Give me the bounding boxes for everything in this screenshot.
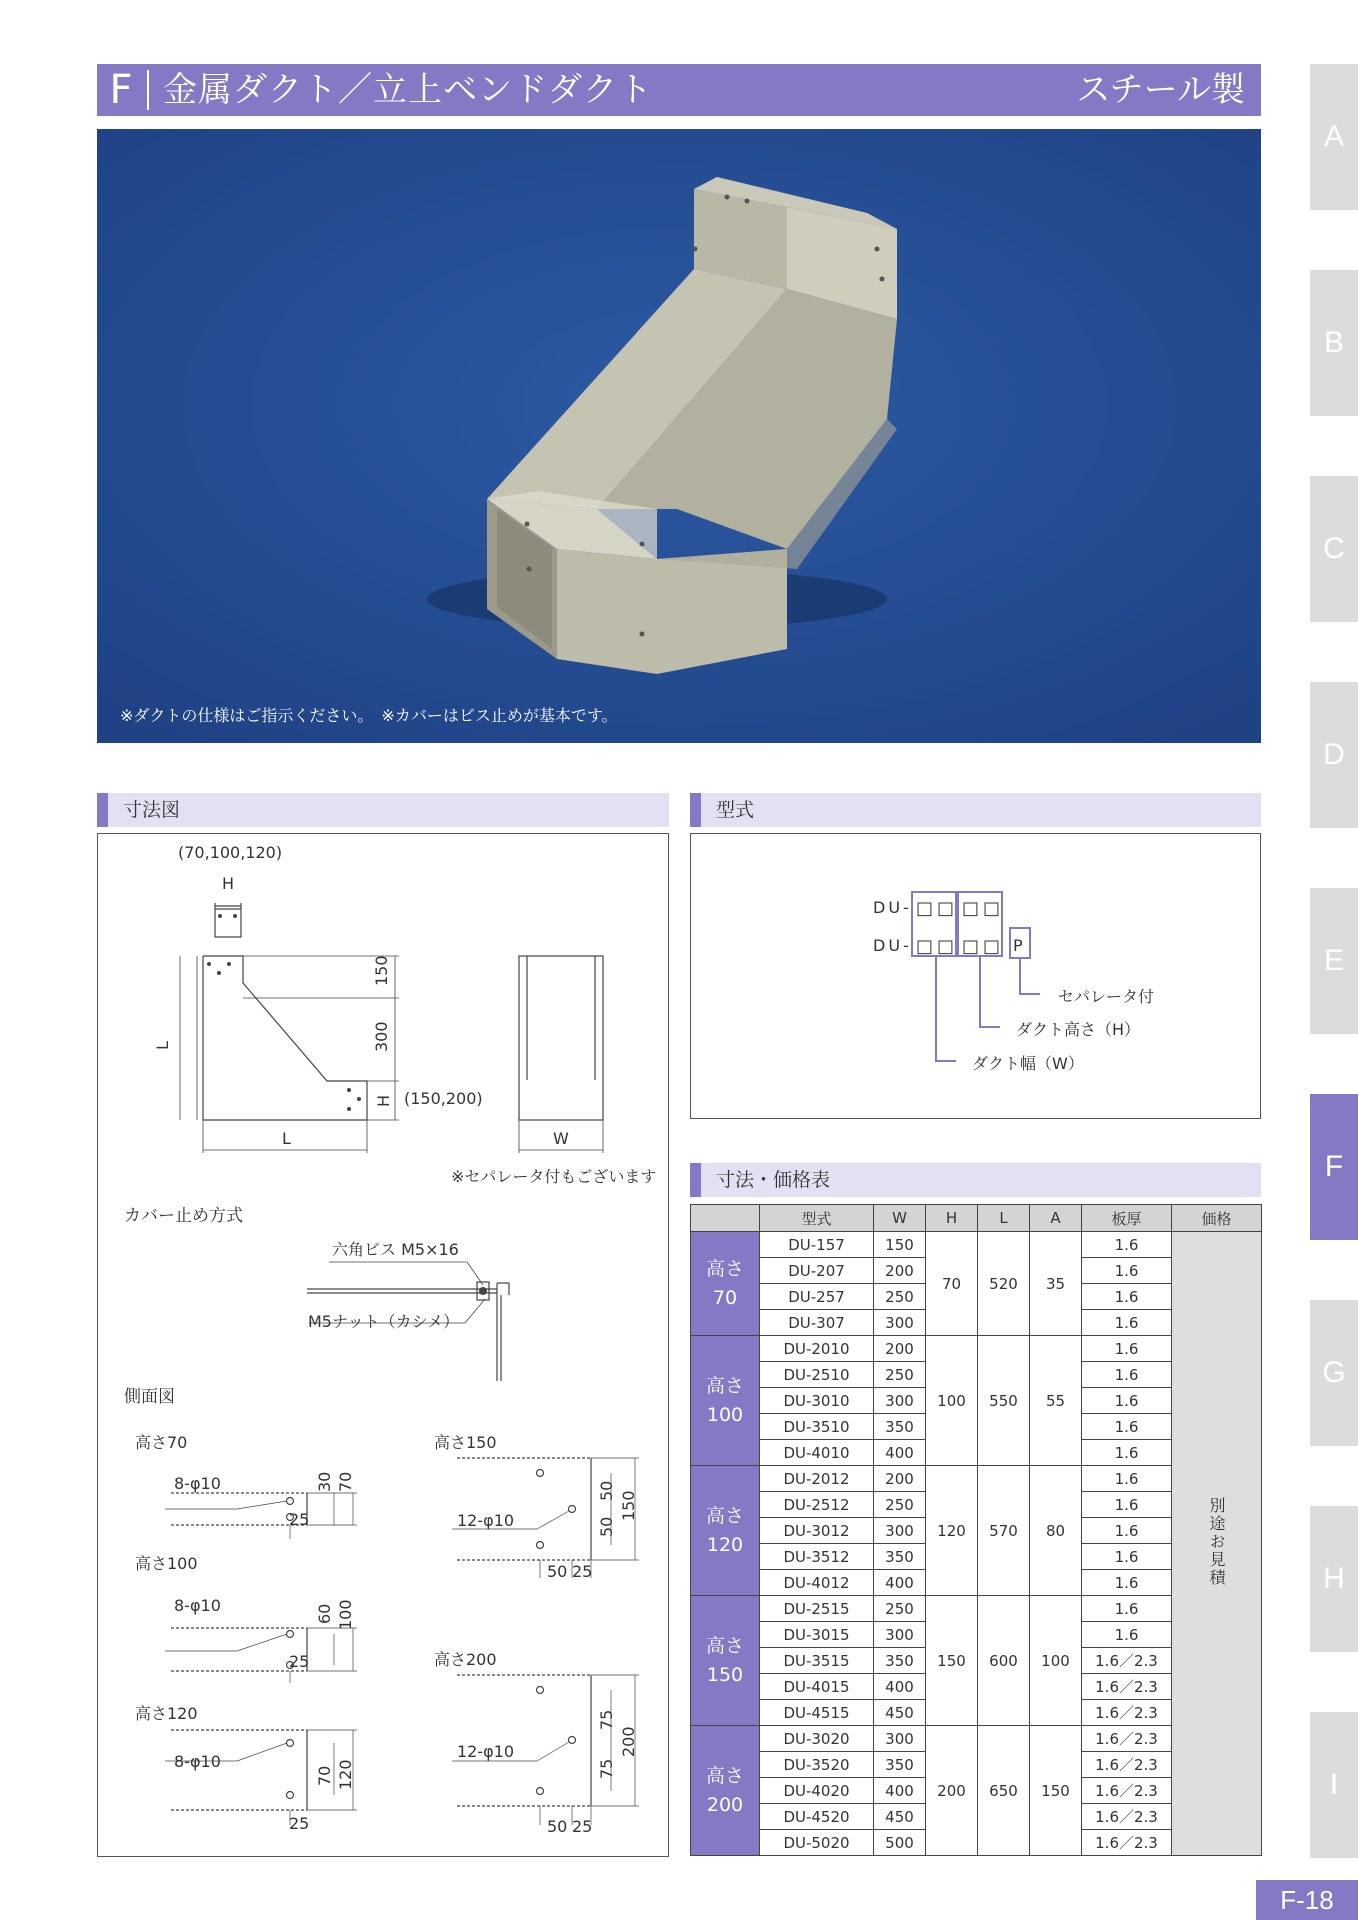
height-group-label-text: 高さ: [705, 1257, 744, 1280]
photo-note: ※ダクトの仕様はご指示ください。 ※カバーはビス止めが基本です。: [120, 706, 618, 725]
a-cell: 35: [1030, 1232, 1082, 1336]
model-cell: DU-2512: [760, 1492, 874, 1518]
column-header: A: [1030, 1205, 1082, 1232]
model-code-diagram: [690, 833, 1261, 1119]
a-cell: 150: [1030, 1726, 1082, 1856]
thickness-cell: 1.6: [1082, 1596, 1172, 1622]
h-cell: 200: [926, 1726, 978, 1856]
l-bottom-label: L: [282, 1129, 291, 1148]
tab-g[interactable]: G: [1310, 1300, 1358, 1446]
l-cell: 570: [978, 1466, 1030, 1596]
width-cell: 450: [874, 1700, 926, 1726]
thickness-cell: 1.6: [1082, 1570, 1172, 1596]
height-group-label-value: 100: [706, 1403, 744, 1426]
width-cell: 450: [874, 1804, 926, 1830]
model-cell: DU-4520: [760, 1804, 874, 1830]
width-cell: 250: [874, 1492, 926, 1518]
side-view-title: 側面図: [124, 1387, 175, 1407]
l-cell: 550: [978, 1336, 1030, 1466]
model-cell: DU-2510: [760, 1362, 874, 1388]
tab-f[interactable]: F: [1310, 1094, 1358, 1240]
tab-h[interactable]: H: [1310, 1506, 1358, 1652]
w-label: W: [553, 1129, 569, 1148]
section-bar: [690, 1163, 701, 1197]
product-photo: [97, 129, 1261, 743]
model-box-8: □: [983, 936, 1001, 957]
section-price-header: [690, 1163, 1261, 1197]
height-group-label: [691, 1726, 760, 1856]
thickness-cell: 1.6: [1082, 1310, 1172, 1336]
model-cell: DU-4020: [760, 1778, 874, 1804]
thickness-cell: 1.6／2.3: [1082, 1648, 1172, 1674]
side-view-h150-holes: 12-φ10: [457, 1511, 515, 1530]
width-cell: 400: [874, 1440, 926, 1466]
model-cell: DU-3515: [760, 1648, 874, 1674]
side-view-h150-title: 高さ150: [434, 1433, 497, 1452]
model-cell: DU-307: [760, 1310, 874, 1336]
a-cell: 100: [1030, 1596, 1082, 1726]
dim-300: 300: [372, 1021, 391, 1052]
price-cell: [1172, 1232, 1262, 1856]
model-cell: DU-5020: [760, 1830, 874, 1856]
height-group-label-text: 高さ: [705, 1374, 744, 1397]
model-box-6: □: [937, 936, 955, 957]
height-group-label: [691, 1232, 760, 1336]
model-box-4: □: [983, 898, 1001, 919]
thickness-cell: 1.6: [1082, 1622, 1172, 1648]
side-view-h200-d1b: 75: [597, 1758, 616, 1779]
side-view-h70-title: 高さ70: [135, 1433, 188, 1452]
model-box-1: □: [916, 898, 934, 919]
thickness-cell: 1.6／2.3: [1082, 1752, 1172, 1778]
table-header-row: [691, 1205, 1262, 1232]
thickness-cell: 1.6: [1082, 1232, 1172, 1258]
l-cell: 650: [978, 1726, 1030, 1856]
height-group-label-value: 120: [706, 1533, 744, 1556]
l-cell: 600: [978, 1596, 1030, 1726]
column-header: 型式: [760, 1205, 874, 1232]
width-cell: 350: [874, 1648, 926, 1674]
section-bar: [97, 793, 108, 827]
price-table: [690, 1204, 1262, 1856]
height-group-label-text: 高さ: [705, 1504, 744, 1527]
height-group-label: [691, 1466, 760, 1596]
side-view-h200-holes: 12-φ10: [457, 1742, 515, 1761]
thickness-cell: 1.6: [1082, 1284, 1172, 1310]
width-cell: 300: [874, 1726, 926, 1752]
label-duct-width: ダクト幅（W）: [972, 1054, 1084, 1073]
thickness-cell: 1.6／2.3: [1082, 1726, 1172, 1752]
thickness-cell: 1.6／2.3: [1082, 1830, 1172, 1856]
side-view-h120-d3: 25: [289, 1814, 310, 1833]
side-view-h100-d3: 25: [289, 1652, 310, 1671]
width-cell: 300: [874, 1388, 926, 1414]
height-group-label: [691, 1596, 760, 1726]
thickness-cell: 1.6: [1082, 1492, 1172, 1518]
model-cell: DU-4015: [760, 1674, 874, 1700]
side-view-h200-d4: 25: [572, 1817, 593, 1836]
model-prefix-2: DU-: [873, 936, 912, 955]
side-view-h70-d1: 30: [315, 1471, 334, 1492]
l-left-label: L: [153, 1041, 172, 1050]
h-cell: 120: [926, 1466, 978, 1596]
column-header: H: [926, 1205, 978, 1232]
side-view-h70-d2: 70: [336, 1471, 355, 1492]
model-cell: DU-3020: [760, 1726, 874, 1752]
model-p-box: P: [1013, 936, 1023, 955]
thickness-cell: 1.6: [1082, 1466, 1172, 1492]
model-cell: DU-3010: [760, 1388, 874, 1414]
side-view-h200-d1: 75: [597, 1709, 616, 1730]
hex-screw-label: 六角ビス M5×16: [332, 1240, 459, 1259]
side-view-h200-d3: 50: [547, 1817, 568, 1836]
height-group-label: [691, 1336, 760, 1466]
h-options-2-label: (150,200): [404, 1089, 483, 1108]
side-view-h100-d1: 60: [315, 1603, 334, 1624]
width-cell: 350: [874, 1752, 926, 1778]
tab-a[interactable]: A: [1310, 64, 1358, 210]
page-header: [97, 64, 1261, 116]
column-header: L: [978, 1205, 1030, 1232]
header-divider: [147, 70, 149, 110]
thickness-cell: 1.6／2.3: [1082, 1778, 1172, 1804]
side-view-h120-d1: 70: [315, 1765, 334, 1786]
width-cell: 200: [874, 1466, 926, 1492]
model-cell: DU-2515: [760, 1596, 874, 1622]
section-dimension-header: [97, 793, 669, 827]
tab-i[interactable]: I: [1310, 1712, 1358, 1858]
model-cell: DU-3012: [760, 1518, 874, 1544]
model-cell: DU-257: [760, 1284, 874, 1310]
height-group-label-value: 200: [706, 1793, 744, 1816]
section-title: 寸法図: [123, 799, 181, 821]
dim-h: H: [374, 1094, 393, 1107]
model-cell: DU-3520: [760, 1752, 874, 1778]
thickness-cell: 1.6: [1082, 1414, 1172, 1440]
side-view-h150-d4: 25: [572, 1562, 593, 1581]
cover-fastening-title: カバー止め方式: [124, 1206, 243, 1226]
side-view-h150-d2: 150: [619, 1490, 638, 1521]
tab-b[interactable]: B: [1310, 270, 1358, 416]
material-label: スチール製: [1076, 70, 1245, 110]
thickness-cell: 1.6／2.3: [1082, 1700, 1172, 1726]
side-view-h120-holes: 8-φ10: [174, 1752, 221, 1771]
width-cell: 250: [874, 1362, 926, 1388]
side-view-h100-holes: 8-φ10: [174, 1596, 221, 1615]
table-row: [691, 1232, 1262, 1258]
dim-150: 150: [372, 955, 391, 986]
column-header: 板厚: [1082, 1205, 1172, 1232]
height-group-label-text: 高さ: [705, 1764, 744, 1787]
label-duct-height: ダクト高さ（H）: [1016, 1020, 1141, 1039]
model-box-3: □: [962, 898, 980, 919]
h-options-label: (70,100,120): [178, 843, 283, 862]
model-cell: DU-3015: [760, 1622, 874, 1648]
height-group-label-value: 150: [706, 1663, 744, 1686]
model-cell: DU-2010: [760, 1336, 874, 1362]
width-cell: 350: [874, 1414, 926, 1440]
model-prefix-1: DU-: [873, 898, 912, 917]
model-box-5: □: [916, 936, 934, 957]
width-cell: 150: [874, 1232, 926, 1258]
tab-e[interactable]: E: [1310, 888, 1358, 1034]
a-cell: 55: [1030, 1336, 1082, 1466]
side-view-h70-d3: 25: [289, 1510, 310, 1529]
width-cell: 300: [874, 1518, 926, 1544]
tab-c[interactable]: C: [1310, 476, 1358, 622]
h-label: H: [222, 874, 235, 893]
side-view-h120-d2: 120: [336, 1759, 355, 1790]
tab-d[interactable]: D: [1310, 682, 1358, 828]
side-view-h120-title: 高さ120: [135, 1704, 198, 1723]
column-header: W: [874, 1205, 926, 1232]
width-cell: 400: [874, 1570, 926, 1596]
model-cell: DU-4515: [760, 1700, 874, 1726]
height-group-label-value: 70: [712, 1286, 738, 1309]
side-view-h100-d2: 100: [336, 1599, 355, 1630]
thickness-cell: 1.6: [1082, 1518, 1172, 1544]
side-view-h200-title: 高さ200: [434, 1650, 497, 1669]
width-cell: 300: [874, 1622, 926, 1648]
width-cell: 250: [874, 1596, 926, 1622]
width-cell: 300: [874, 1310, 926, 1336]
side-view-h200-d2: 200: [619, 1726, 638, 1757]
model-cell: DU-3510: [760, 1414, 874, 1440]
l-cell: 520: [978, 1232, 1030, 1336]
side-view-h150-d3: 50: [547, 1562, 568, 1581]
column-header: [691, 1205, 760, 1232]
model-cell: DU-3512: [760, 1544, 874, 1570]
model-cell: DU-207: [760, 1258, 874, 1284]
page-number: F-18: [1256, 1880, 1358, 1920]
model-cell: DU-4012: [760, 1570, 874, 1596]
side-view-h150-d1: 50: [597, 1480, 616, 1501]
thickness-cell: 1.6: [1082, 1336, 1172, 1362]
thickness-cell: 1.6／2.3: [1082, 1674, 1172, 1700]
thickness-cell: 1.6: [1082, 1258, 1172, 1284]
nut-label: M5ナット（カシメ）: [308, 1312, 460, 1331]
label-separator: セパレータ付: [1058, 987, 1155, 1006]
thickness-cell: 1.6: [1082, 1440, 1172, 1466]
section-title: 型式: [716, 799, 755, 821]
h-cell: 150: [926, 1596, 978, 1726]
side-view-h100-title: 高さ100: [135, 1554, 198, 1573]
height-group-label-text: 高さ: [705, 1634, 744, 1657]
thickness-cell: 1.6: [1082, 1362, 1172, 1388]
width-cell: 350: [874, 1544, 926, 1570]
width-cell: 400: [874, 1674, 926, 1700]
model-cell: DU-2012: [760, 1466, 874, 1492]
model-cell: DU-157: [760, 1232, 874, 1258]
section-model-header: [690, 793, 1261, 827]
width-cell: 200: [874, 1336, 926, 1362]
section-letter: F: [109, 67, 133, 113]
h-cell: 100: [926, 1336, 978, 1466]
thickness-cell: 1.6: [1082, 1388, 1172, 1414]
thickness-cell: 1.6／2.3: [1082, 1804, 1172, 1830]
width-cell: 250: [874, 1284, 926, 1310]
side-view-h150-d1b: 50: [597, 1516, 616, 1537]
side-view-h70-holes: 8-φ10: [174, 1474, 221, 1493]
column-header: 価格: [1172, 1205, 1262, 1232]
width-cell: 200: [874, 1258, 926, 1284]
separator-note: ※セパレータ付もございます: [451, 1167, 657, 1186]
thickness-cell: 1.6: [1082, 1544, 1172, 1570]
price-text: 別途お見積: [1207, 1496, 1226, 1587]
model-box-2: □: [937, 898, 955, 919]
model-cell: DU-4010: [760, 1440, 874, 1466]
bend-duct-illustration: [97, 129, 1261, 743]
model-box-7: □: [962, 936, 980, 957]
width-cell: 500: [874, 1830, 926, 1856]
h-cell: 70: [926, 1232, 978, 1336]
page-title: 金属ダクト／立上ベンドダクト: [163, 70, 653, 110]
section-bar: [690, 793, 701, 827]
a-cell: 80: [1030, 1466, 1082, 1596]
section-title: 寸法・価格表: [716, 1169, 831, 1191]
width-cell: 400: [874, 1778, 926, 1804]
